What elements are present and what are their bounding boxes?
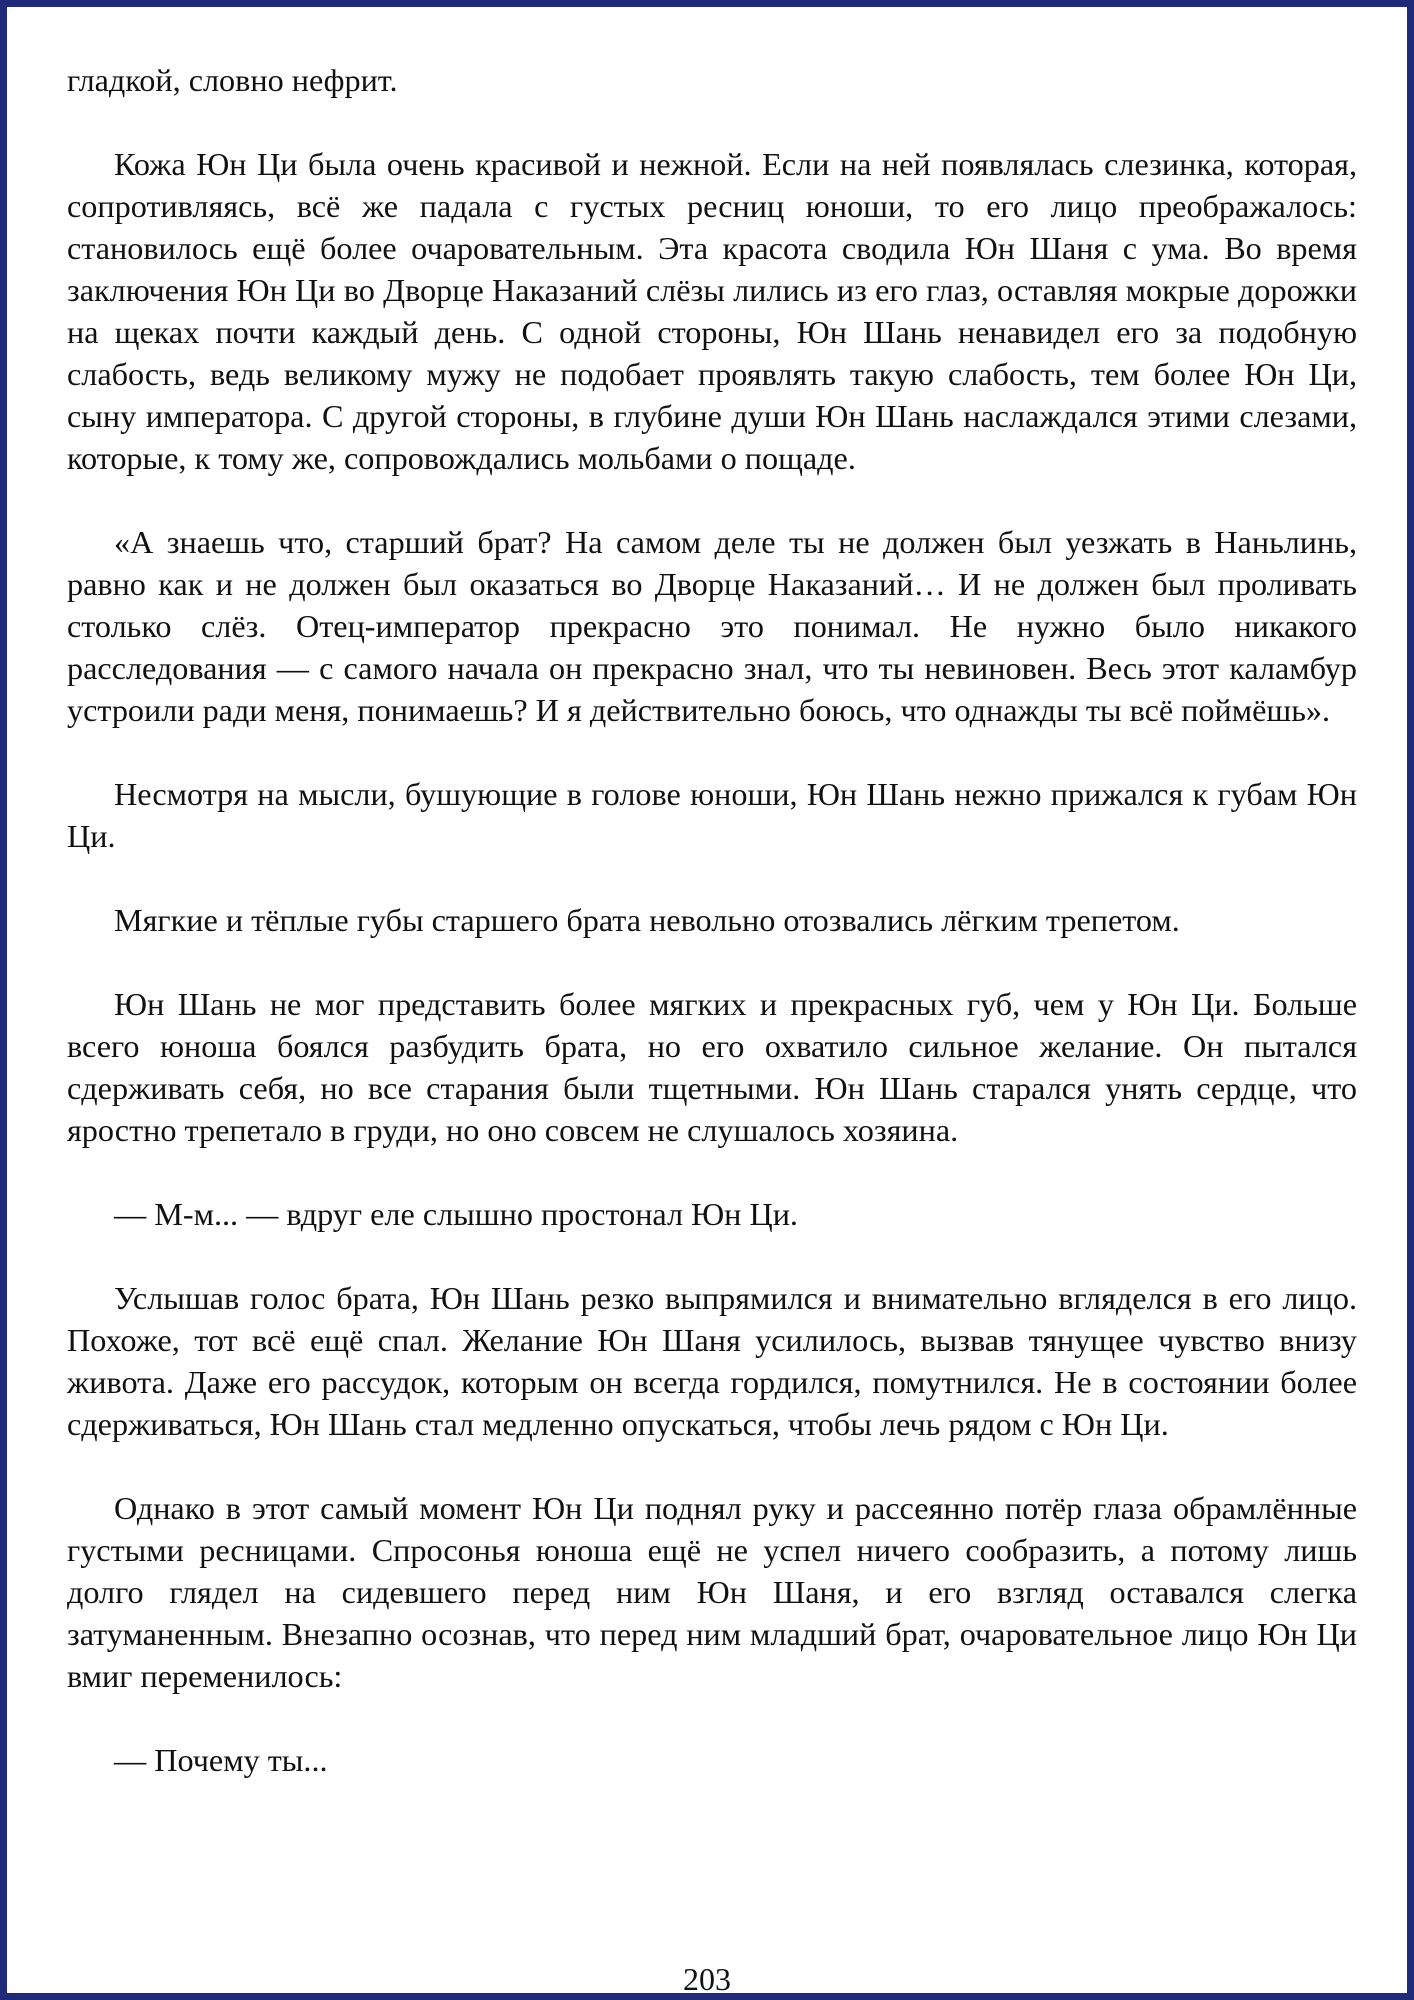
- paragraph: Однако в этот самый момент Юн Ци поднял руку и рассеянно потёр глаза обрамлённые густыми ресницами. Спросонья юноша ещё не успел ничего сообразить, а потому лишь долго глядел на сидевшего перед ним Юн Шаня, и его взгляд оставался слегка затуманенным. Внезапно осознав, что перед ним младший брат, очаровательное лицо Юн Ци вмиг переменилось:: [67, 1490, 1357, 1694]
- page-number: 203: [683, 1961, 731, 1997]
- dialogue-line: — М-м... — вдруг еле слышно простонал Юн Ци.: [114, 1196, 798, 1232]
- page-text: [67, 59, 1357, 1823]
- dialogue-line: — Почему ты...: [114, 1742, 328, 1778]
- paragraph: Юн Шань не мог представить более мягких и прекрасных губ, чем у Юн Ци. Больше всего юноша боялся разбудить брата, но его охватило сильное желание. Он пытался сдерживать себя, но все старания были тщетными. Юн Шань старался унять сердце, что яростно трепетало в груди, но оно совсем не слушалось хозяина.: [67, 986, 1357, 1148]
- paragraph: Несмотря на мысли, бушующие в голове юноши, Юн Шань нежно прижался к губам Юн Ци.: [67, 776, 1357, 854]
- paragraph: «А знаешь что, старший брат? На самом деле ты не должен был уезжать в Наньлинь, равно как и не должен был оказаться во Дворце Наказаний… И не должен был проливать столько слёз. Отец-император прекрасно это понимал. Не нужно было никакого расследования — с самого начала он прекрасно знал, что ты невиновен. Весь этот каламбур устроили ради меня, понимаешь? И я действительно боюсь, что однажды ты всё поймёшь».: [67, 524, 1357, 728]
- paragraph-continuation: гладкой, словно нефрит.: [67, 62, 398, 98]
- paragraph: Услышав голос брата, Юн Шань резко выпрямился и внимательно вгляделся в его лицо. Похоже, тот всё ещё спал. Желание Юн Шаня усилилось, вызвав тянущее чувство внизу живота. Даже его рассудок, которым он всегда гордился, помутнился. Не в состоянии более сдерживаться, Юн Шань стал медленно опускаться, чтобы лечь рядом с Юн Ци.: [67, 1280, 1357, 1442]
- paragraph: Мягкие и тёплые губы старшего брата невольно отозвались лёгким трепетом.: [114, 902, 1180, 938]
- paragraph: Кожа Юн Ци была очень красивой и нежной. Если на ней появлялась слезинка, которая, сопротивляясь, всё же падала с густых ресниц юноши, то его лицо преображалось: становилось ещё более очаровательным. Эта красота сводила Юн Шаня с ума. Во время заключения Юн Ци во Дворце Наказаний слёзы лились из его глаз, оставляя мокрые дорожки на щеках почти каждый день. С одной стороны, Юн Шань ненавидел его за подобную слабость, ведь великому мужу не подобает проявлять такую слабость, тем более Юн Ци, сыну императора. С другой стороны, в глубине души Юн Шань наслаждался этими слезами, которые, к тому же, сопровождались мольбами о пощаде.: [67, 146, 1357, 476]
